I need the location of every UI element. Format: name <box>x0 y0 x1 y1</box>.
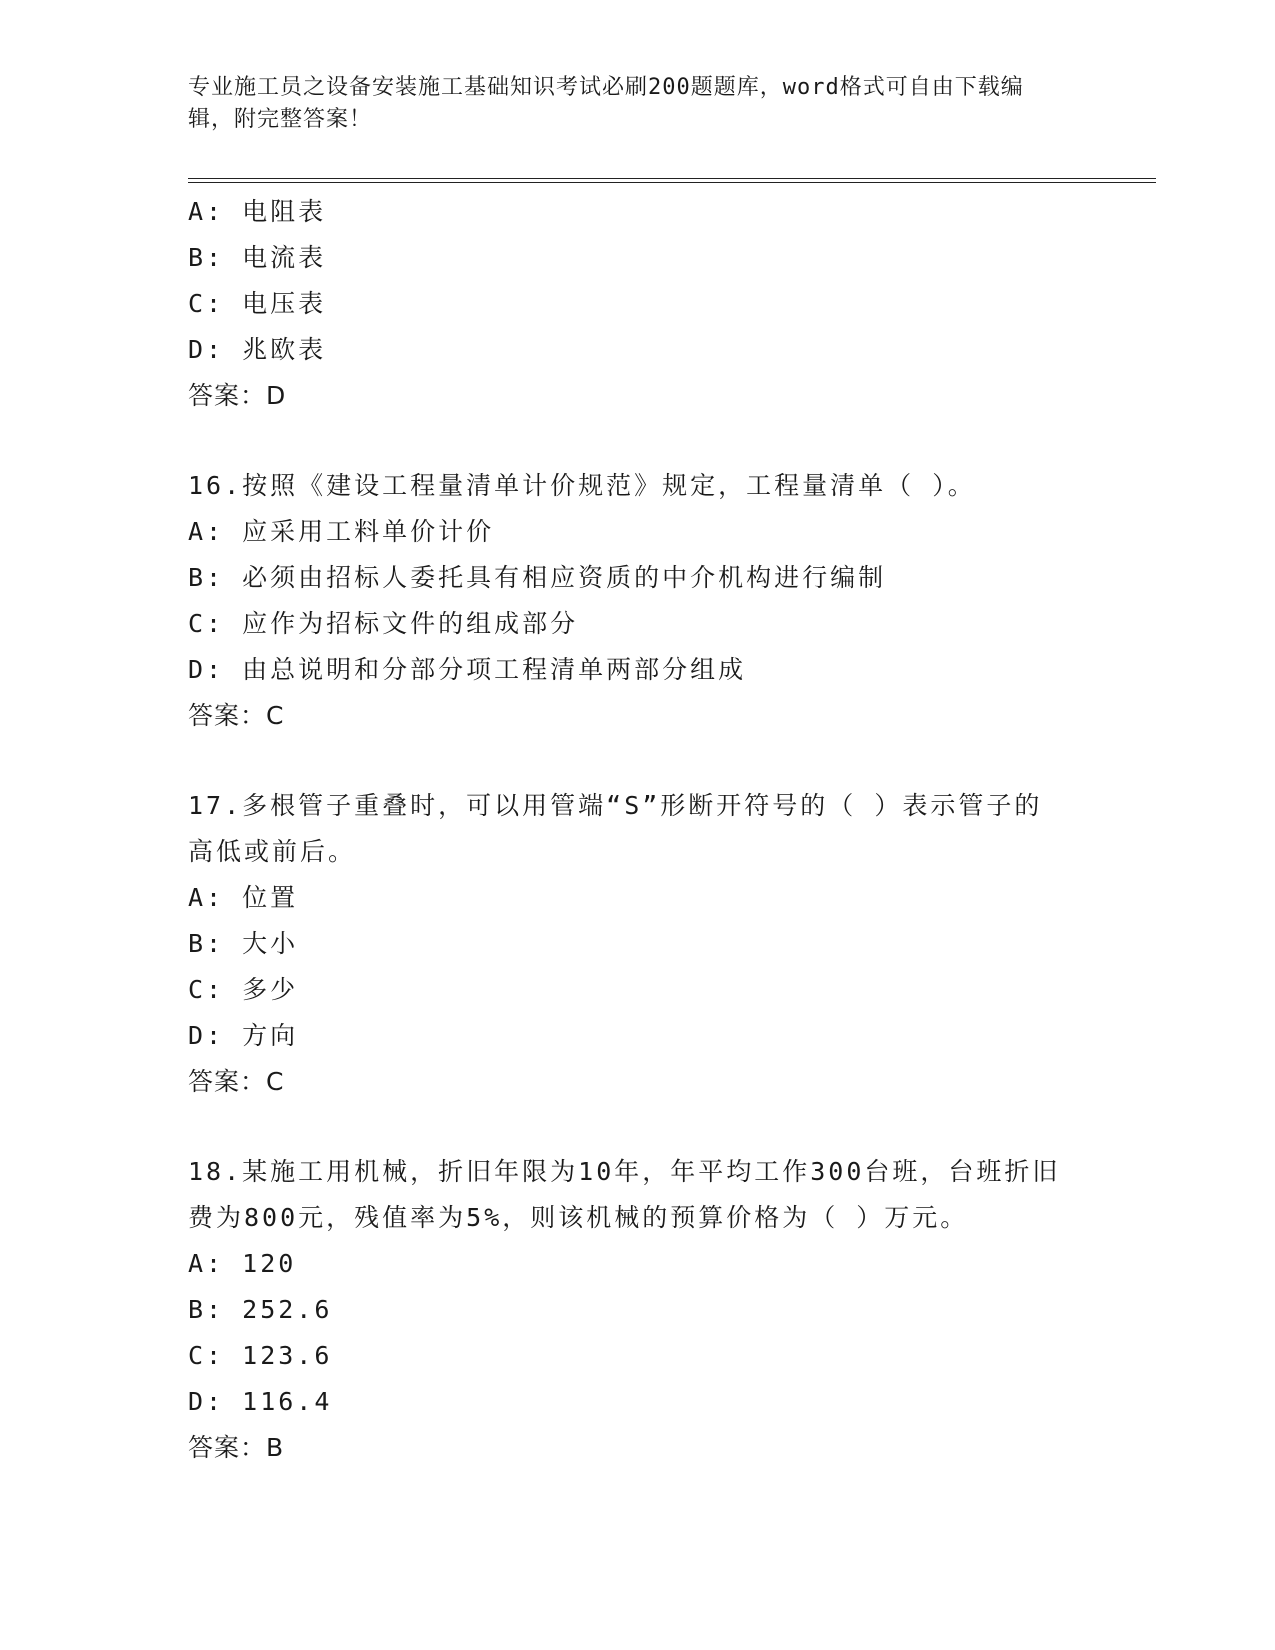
option-a: A: 120 <box>188 1249 297 1278</box>
option-d: D: 方向 <box>188 1021 299 1050</box>
option-b: B: 大小 <box>188 929 299 958</box>
option-a: A: 电阻表 <box>188 197 327 226</box>
option-c: C: 123.6 <box>188 1341 333 1370</box>
answer: 答案：C <box>188 701 285 730</box>
option-c: C: 电压表 <box>188 289 327 318</box>
option-c: C: 多少 <box>188 975 299 1004</box>
question-15 <box>188 189 1088 419</box>
question-stem: 17.多根管子重叠时，可以用管端“S”形断开符号的（ ）表示管子的高低或前后。 <box>188 791 1043 866</box>
question-stem: 18.某施工用机械，折旧年限为10年，年平均工作300台班，台班折旧费为800元，残值率为5%，则该机械的预算价格为（ ）万元。 <box>188 1157 1061 1232</box>
option-d: D: 由总说明和分部分项工程清单两部分组成 <box>188 655 747 684</box>
question-list <box>188 189 1088 1471</box>
question-18 <box>188 1149 1088 1471</box>
option-a: A: 应采用工料单价计价 <box>188 517 495 546</box>
header-divider-secondary <box>188 182 1156 183</box>
question-16 <box>188 463 1088 739</box>
header-divider <box>188 178 1156 179</box>
answer: 答案：B <box>188 1433 285 1462</box>
answer: 答案：C <box>188 1067 285 1096</box>
option-b: B: 电流表 <box>188 243 327 272</box>
option-d: D: 兆欧表 <box>188 335 327 364</box>
question-stem: 16.按照《建设工程量清单计价规范》规定，工程量清单（ ）。 <box>188 471 976 500</box>
answer: 答案：D <box>188 381 287 410</box>
option-a: A: 位置 <box>188 883 299 912</box>
option-b: B: 必须由招标人委托具有相应资质的中介机构进行编制 <box>188 563 887 592</box>
question-17 <box>188 783 1088 1105</box>
document-header: 专业施工员之设备安装施工基础知识考试必刷200题题库，word格式可自由下载编辑，附完整答案！ <box>188 75 1024 132</box>
option-d: D: 116.4 <box>188 1387 333 1416</box>
option-c: C: 应作为招标文件的组成部分 <box>188 609 579 638</box>
option-b: B: 252.6 <box>188 1295 333 1324</box>
